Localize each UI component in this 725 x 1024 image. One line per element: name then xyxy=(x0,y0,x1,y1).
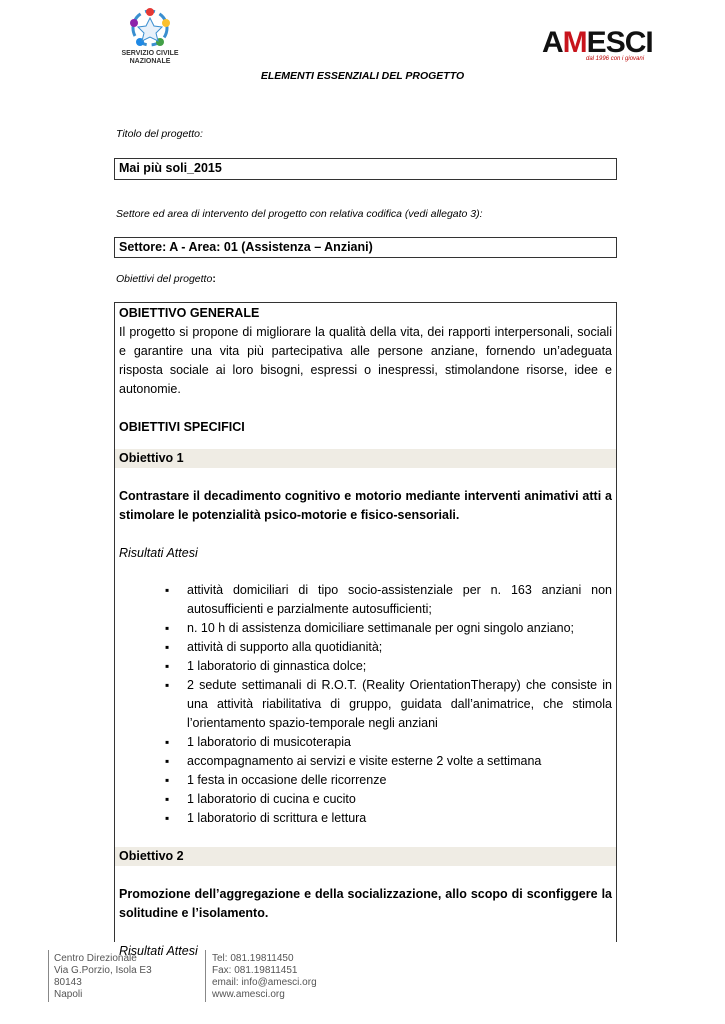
list-item: ▪ 1 laboratorio di musicoterapia xyxy=(187,733,612,752)
settore-label: Settore ed area di intervento del progetto con relativa codifica (vedi allegato 3): xyxy=(116,208,483,220)
risultati-attesi-1-list xyxy=(119,581,612,828)
footer-divider-left xyxy=(48,950,49,1002)
footer-phone: Tel: 081.19811450 xyxy=(212,953,294,964)
obiettivo-generale-title: OBIETTIVO GENERALE xyxy=(119,306,260,320)
footer-website-link[interactable]: www.amesci.org xyxy=(212,989,285,1000)
obiettivo-1-title: Obiettivo 1 xyxy=(115,449,616,468)
footer-address-line: Napoli xyxy=(54,989,83,1000)
obiettivo-1-text: Contrastare il decadimento cognitivo e motorio mediante interventi animativi atti a stimolare le potenzialità psico-motorie e fisico-sensoriali. xyxy=(119,489,612,522)
amesci-logo-letter: E xyxy=(586,26,606,59)
list-item: ▪ n. 10 h di assistenza domiciliare settimanale per ogni singolo anziano; xyxy=(187,619,612,638)
list-item: ▪ 2 sedute settimanali di R.O.T. (Reality OrientationTherapy) che consiste in una attività riabilitativa di gruppo, guidata dall’animatrice, che stimola l’orientamento spazio-temporale negli anziani xyxy=(187,676,612,733)
servizio-civile-emblem-icon xyxy=(125,6,175,50)
amesci-logo-wordmark xyxy=(542,26,653,60)
footer-address xyxy=(54,953,152,1001)
footer-email-link[interactable]: email: info@amesci.org xyxy=(212,977,317,988)
titolo-label: Titolo del progetto: xyxy=(116,128,203,140)
footer-fax: Fax: 081.19811451 xyxy=(212,965,298,976)
settore-value: Settore: A - Area: 01 (Assistenza – Anziani) xyxy=(114,237,617,258)
list-item: ▪ attività di supporto alla quotidianità; xyxy=(187,638,612,657)
obiettivi-specifici-title: OBIETTIVI SPECIFICI xyxy=(119,420,245,434)
amesci-logo-tagline: dal 1996 con i giovani xyxy=(586,56,645,62)
servizio-civile-logo xyxy=(110,6,190,70)
risultati-attesi-1-label: Risultati Attesi xyxy=(119,546,198,560)
page-title: ELEMENTI ESSENZIALI DEL PROGETTO xyxy=(260,70,465,82)
amesci-logo-letter: M xyxy=(562,26,587,59)
obiettivi-label xyxy=(116,273,216,285)
logo-caption-line-1: SERVIZIO CIVILE xyxy=(121,50,179,57)
list-item: ▪ 1 laboratorio di ginnastica dolce; xyxy=(187,657,612,676)
obiettivo-generale-text: Il progetto si propone di migliorare la qualità della vita, dei rapporti interpersonali, sociali e garantire una vita più partecipativa alle persone anziane, fornendo un’adeguata risposta sociale ai loro bisogni, espressi o inespressi, stimolandone risorse, idee e autonomie. xyxy=(119,325,612,396)
footer-contacts xyxy=(212,953,317,1001)
list-item: ▪ attività domiciliari di tipo socio-assistenziale per n. 163 anziani non autosufficienti e parzialmente autosufficienti; xyxy=(187,581,612,619)
objectives-box xyxy=(114,302,617,958)
list-item: ▪ 1 laboratorio di scrittura e lettura xyxy=(187,809,612,828)
amesci-logo-letter: I xyxy=(645,26,653,59)
list-item: ▪ 1 laboratorio di cucina e cucito xyxy=(187,790,612,809)
obiettivo-2-title: Obiettivo 2 xyxy=(115,847,616,866)
amesci-logo xyxy=(542,22,652,68)
amesci-logo-letter: S xyxy=(605,26,625,59)
footer-address-line: Via G.Porzio, Isola E3 xyxy=(54,965,152,976)
amesci-logo-letter: A xyxy=(542,26,563,59)
titolo-value: Mai più soli_2015 xyxy=(114,158,617,180)
footer-address-line: 80143 xyxy=(54,977,82,988)
list-item: ▪ accompagnamento ai servizi e visite esterne 2 volte a settimana xyxy=(187,752,612,771)
obiettivo-2-text: Promozione dell’aggregazione e della socializzazione, allo scopo di sconfiggere la solitudine e l’isolamento. xyxy=(119,887,612,920)
logo-caption-line-2: NAZIONALE xyxy=(129,58,171,65)
footer-address-line: Centro Direzionale xyxy=(54,953,137,964)
obiettivi-label-colon: : xyxy=(212,273,216,285)
amesci-logo-letter: C xyxy=(624,26,646,59)
obiettivi-label-text: Obiettivi del progetto xyxy=(116,273,213,285)
list-item: ▪ 1 festa in occasione delle ricorrenze xyxy=(187,771,612,790)
risultati-attesi-2-label: Risultati Attesi xyxy=(119,944,198,958)
footer-divider-right xyxy=(205,950,206,1002)
